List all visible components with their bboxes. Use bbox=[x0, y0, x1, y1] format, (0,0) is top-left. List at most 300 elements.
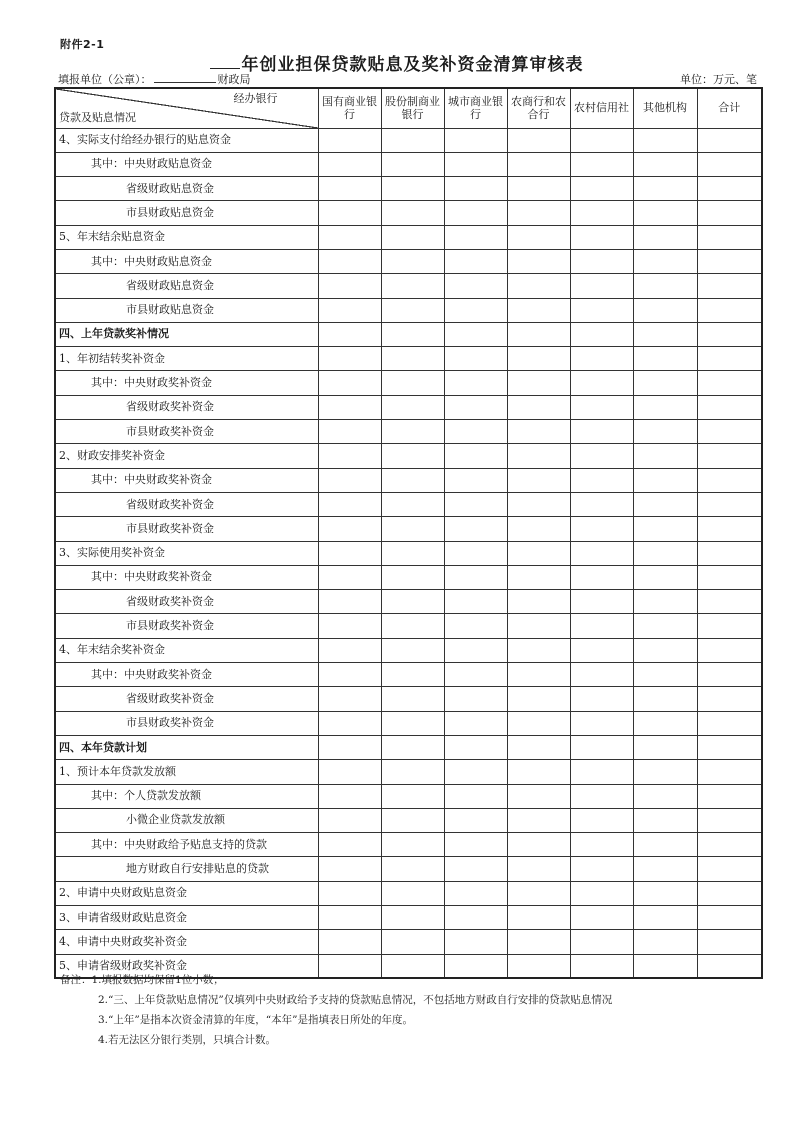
input-cell[interactable] bbox=[444, 225, 507, 249]
input-cell[interactable] bbox=[381, 128, 444, 152]
table-row bbox=[55, 833, 762, 857]
input-cell[interactable] bbox=[318, 298, 381, 322]
input-cell[interactable] bbox=[444, 274, 507, 298]
input-cell[interactable] bbox=[507, 517, 570, 541]
input-cell[interactable] bbox=[633, 274, 697, 298]
table-row bbox=[55, 444, 762, 468]
table-row bbox=[55, 638, 762, 662]
input-cell[interactable] bbox=[570, 274, 633, 298]
note-line: 4.若无法区分银行类别，只填合计数。 bbox=[98, 1034, 277, 1046]
input-cell[interactable] bbox=[507, 614, 570, 638]
input-cell[interactable] bbox=[318, 322, 381, 346]
notes bbox=[60, 970, 612, 1050]
input-cell[interactable] bbox=[570, 711, 633, 735]
row-label: 省级财政贴息资金 bbox=[55, 177, 318, 201]
table-row bbox=[55, 152, 762, 176]
input-cell[interactable] bbox=[444, 249, 507, 273]
input-cell[interactable] bbox=[697, 152, 762, 176]
input-cell[interactable] bbox=[507, 760, 570, 784]
input-cell[interactable] bbox=[318, 128, 381, 152]
input-cell[interactable] bbox=[381, 735, 444, 759]
table-row bbox=[55, 274, 762, 298]
input-cell[interactable] bbox=[570, 663, 633, 687]
input-cell[interactable] bbox=[444, 177, 507, 201]
row-label: 市县财政奖补资金 bbox=[55, 517, 318, 541]
input-cell[interactable] bbox=[633, 492, 697, 516]
input-cell[interactable] bbox=[444, 735, 507, 759]
input-cell[interactable] bbox=[381, 225, 444, 249]
input-cell[interactable] bbox=[633, 760, 697, 784]
fill-unit-blank[interactable] bbox=[154, 82, 216, 83]
input-cell[interactable] bbox=[318, 152, 381, 176]
input-cell[interactable] bbox=[444, 128, 507, 152]
input-cell[interactable] bbox=[444, 614, 507, 638]
input-cell[interactable] bbox=[318, 906, 381, 930]
row-label: 其中：中央财政奖补资金 bbox=[55, 663, 318, 687]
input-cell[interactable] bbox=[318, 808, 381, 832]
input-cell[interactable] bbox=[633, 687, 697, 711]
input-cell[interactable] bbox=[318, 517, 381, 541]
input-cell[interactable] bbox=[444, 565, 507, 589]
input-cell[interactable] bbox=[318, 833, 381, 857]
fill-unit bbox=[58, 71, 251, 87]
input-cell[interactable] bbox=[381, 565, 444, 589]
input-cell[interactable] bbox=[444, 420, 507, 444]
input-cell[interactable] bbox=[507, 590, 570, 614]
input-cell[interactable] bbox=[633, 249, 697, 273]
input-cell[interactable] bbox=[633, 881, 697, 905]
input-cell[interactable] bbox=[570, 541, 633, 565]
col-header: 股份制商业银行 bbox=[381, 88, 444, 128]
input-cell[interactable] bbox=[570, 565, 633, 589]
input-cell[interactable] bbox=[570, 420, 633, 444]
input-cell[interactable] bbox=[381, 663, 444, 687]
input-cell[interactable] bbox=[381, 371, 444, 395]
input-cell[interactable] bbox=[444, 347, 507, 371]
table-row bbox=[55, 687, 762, 711]
input-cell[interactable] bbox=[318, 881, 381, 905]
col-header: 其他机构 bbox=[633, 88, 697, 128]
input-cell[interactable] bbox=[318, 347, 381, 371]
input-cell[interactable] bbox=[381, 687, 444, 711]
input-cell[interactable] bbox=[381, 420, 444, 444]
row-label: 其中：中央财政贴息资金 bbox=[55, 249, 318, 273]
input-cell[interactable] bbox=[444, 906, 507, 930]
year-blank[interactable] bbox=[210, 68, 240, 69]
input-cell[interactable] bbox=[570, 249, 633, 273]
input-cell[interactable] bbox=[633, 517, 697, 541]
input-cell[interactable] bbox=[570, 760, 633, 784]
input-cell[interactable] bbox=[633, 857, 697, 881]
col-header: 农商行和农合行 bbox=[507, 88, 570, 128]
input-cell[interactable] bbox=[570, 468, 633, 492]
input-cell[interactable] bbox=[444, 808, 507, 832]
input-cell[interactable] bbox=[570, 784, 633, 808]
input-cell[interactable] bbox=[570, 833, 633, 857]
input-cell[interactable] bbox=[444, 663, 507, 687]
input-cell[interactable] bbox=[570, 225, 633, 249]
input-cell[interactable] bbox=[570, 298, 633, 322]
input-cell[interactable] bbox=[570, 614, 633, 638]
input-cell[interactable] bbox=[697, 808, 762, 832]
input-cell[interactable] bbox=[444, 833, 507, 857]
input-cell[interactable] bbox=[444, 541, 507, 565]
input-cell[interactable] bbox=[444, 371, 507, 395]
input-cell[interactable] bbox=[633, 444, 697, 468]
input-cell[interactable] bbox=[570, 638, 633, 662]
input-cell[interactable] bbox=[444, 322, 507, 346]
input-cell[interactable] bbox=[697, 784, 762, 808]
input-cell[interactable] bbox=[697, 395, 762, 419]
input-cell[interactable] bbox=[633, 711, 697, 735]
input-cell[interactable] bbox=[697, 565, 762, 589]
input-cell[interactable] bbox=[633, 177, 697, 201]
row-label: 4、实际支付给经办银行的贴息资金 bbox=[55, 128, 318, 152]
input-cell[interactable] bbox=[507, 395, 570, 419]
input-cell[interactable] bbox=[697, 347, 762, 371]
input-cell[interactable] bbox=[507, 857, 570, 881]
input-cell[interactable] bbox=[633, 225, 697, 249]
input-cell[interactable] bbox=[507, 881, 570, 905]
input-cell[interactable] bbox=[697, 128, 762, 152]
row-label: 其中：中央财政奖补资金 bbox=[55, 565, 318, 589]
input-cell[interactable] bbox=[507, 128, 570, 152]
table-row bbox=[55, 541, 762, 565]
input-cell[interactable] bbox=[381, 274, 444, 298]
input-cell[interactable] bbox=[381, 298, 444, 322]
input-cell[interactable] bbox=[507, 663, 570, 687]
input-cell[interactable] bbox=[697, 735, 762, 759]
table-row bbox=[55, 565, 762, 589]
input-cell[interactable] bbox=[570, 687, 633, 711]
input-cell[interactable] bbox=[507, 152, 570, 176]
input-cell[interactable] bbox=[697, 833, 762, 857]
input-cell[interactable] bbox=[697, 225, 762, 249]
input-cell[interactable] bbox=[633, 371, 697, 395]
input-cell[interactable] bbox=[318, 541, 381, 565]
input-cell[interactable] bbox=[633, 638, 697, 662]
input-cell[interactable] bbox=[697, 614, 762, 638]
row-label: 市县财政奖补资金 bbox=[55, 420, 318, 444]
input-cell[interactable] bbox=[318, 687, 381, 711]
input-cell[interactable] bbox=[318, 177, 381, 201]
row-label: 省级财政奖补资金 bbox=[55, 687, 318, 711]
row-label: 省级财政奖补资金 bbox=[55, 395, 318, 419]
input-cell[interactable] bbox=[381, 614, 444, 638]
input-cell[interactable] bbox=[507, 201, 570, 225]
row-label: 2、申请中央财政贴息资金 bbox=[55, 881, 318, 905]
input-cell[interactable] bbox=[381, 711, 444, 735]
input-cell[interactable] bbox=[381, 857, 444, 881]
input-cell[interactable] bbox=[697, 249, 762, 273]
input-cell[interactable] bbox=[444, 881, 507, 905]
input-cell[interactable] bbox=[381, 784, 444, 808]
row-label: 5、年末结余贴息资金 bbox=[55, 225, 318, 249]
row-label: 2、财政安排奖补资金 bbox=[55, 444, 318, 468]
input-cell[interactable] bbox=[633, 614, 697, 638]
input-cell[interactable] bbox=[381, 322, 444, 346]
input-cell[interactable] bbox=[318, 711, 381, 735]
header-row bbox=[55, 88, 762, 128]
input-cell[interactable] bbox=[570, 808, 633, 832]
input-cell[interactable] bbox=[381, 517, 444, 541]
input-cell[interactable] bbox=[507, 784, 570, 808]
row-label: 4、申请中央财政奖补资金 bbox=[55, 930, 318, 954]
input-cell[interactable] bbox=[570, 152, 633, 176]
input-cell[interactable] bbox=[697, 201, 762, 225]
col-header: 城市商业银行 bbox=[444, 88, 507, 128]
input-cell[interactable] bbox=[381, 395, 444, 419]
input-cell[interactable] bbox=[570, 395, 633, 419]
input-cell[interactable] bbox=[507, 735, 570, 759]
note-line: 3.“上年”是指本次资金清算的年度，“本年”是指填表日所处的年度。 bbox=[98, 1014, 413, 1026]
input-cell[interactable] bbox=[697, 954, 762, 978]
input-cell[interactable] bbox=[318, 663, 381, 687]
input-cell[interactable] bbox=[633, 784, 697, 808]
input-cell[interactable] bbox=[444, 687, 507, 711]
input-cell[interactable] bbox=[318, 760, 381, 784]
input-cell[interactable] bbox=[318, 930, 381, 954]
input-cell[interactable] bbox=[318, 371, 381, 395]
input-cell[interactable] bbox=[570, 371, 633, 395]
diagonal-header-cell bbox=[55, 88, 318, 128]
input-cell[interactable] bbox=[697, 687, 762, 711]
title-text: 年创业担保贷款贴息及奖补资金清算审核表 bbox=[241, 55, 584, 75]
input-cell[interactable] bbox=[381, 541, 444, 565]
diag-top-label: 经办银行 bbox=[233, 92, 278, 105]
input-cell[interactable] bbox=[318, 492, 381, 516]
input-cell[interactable] bbox=[381, 833, 444, 857]
input-cell[interactable] bbox=[507, 274, 570, 298]
input-cell[interactable] bbox=[633, 395, 697, 419]
input-cell[interactable] bbox=[697, 638, 762, 662]
input-cell[interactable] bbox=[633, 930, 697, 954]
row-label: 1、预计本年贷款发放额 bbox=[55, 760, 318, 784]
input-cell[interactable] bbox=[444, 517, 507, 541]
input-cell[interactable] bbox=[507, 492, 570, 516]
input-cell[interactable] bbox=[318, 420, 381, 444]
input-cell[interactable] bbox=[633, 420, 697, 444]
input-cell[interactable] bbox=[318, 444, 381, 468]
input-cell[interactable] bbox=[507, 371, 570, 395]
input-cell[interactable] bbox=[507, 347, 570, 371]
input-cell[interactable] bbox=[570, 906, 633, 930]
input-cell[interactable] bbox=[318, 249, 381, 273]
input-cell[interactable] bbox=[318, 638, 381, 662]
input-cell[interactable] bbox=[507, 833, 570, 857]
input-cell[interactable] bbox=[381, 808, 444, 832]
input-cell[interactable] bbox=[507, 541, 570, 565]
input-cell[interactable] bbox=[697, 492, 762, 516]
input-cell[interactable] bbox=[381, 760, 444, 784]
input-cell[interactable] bbox=[570, 735, 633, 759]
input-cell[interactable] bbox=[444, 711, 507, 735]
input-cell[interactable] bbox=[633, 152, 697, 176]
table-row bbox=[55, 808, 762, 832]
input-cell[interactable] bbox=[444, 760, 507, 784]
input-cell[interactable] bbox=[381, 249, 444, 273]
input-cell[interactable] bbox=[633, 298, 697, 322]
diag-bottom-label: 贷款及贴息情况 bbox=[59, 110, 136, 124]
fill-unit-label: 填报单位（公章）： bbox=[58, 73, 152, 86]
table-row bbox=[55, 663, 762, 687]
input-cell[interactable] bbox=[381, 201, 444, 225]
input-cell[interactable] bbox=[318, 590, 381, 614]
input-cell[interactable] bbox=[570, 492, 633, 516]
input-cell[interactable] bbox=[444, 298, 507, 322]
input-cell[interactable] bbox=[507, 930, 570, 954]
input-cell[interactable] bbox=[697, 322, 762, 346]
row-label: 其中：中央财政贴息资金 bbox=[55, 152, 318, 176]
input-cell[interactable] bbox=[381, 881, 444, 905]
input-cell[interactable] bbox=[697, 371, 762, 395]
input-cell[interactable] bbox=[697, 517, 762, 541]
input-cell[interactable] bbox=[570, 201, 633, 225]
table-row bbox=[55, 760, 762, 784]
input-cell[interactable] bbox=[381, 906, 444, 930]
row-label: 省级财政奖补资金 bbox=[55, 492, 318, 516]
input-cell[interactable] bbox=[697, 541, 762, 565]
input-cell[interactable] bbox=[697, 590, 762, 614]
table-row bbox=[55, 395, 762, 419]
row-label: 其中：个人贷款发放额 bbox=[55, 784, 318, 808]
row-label: 1、年初结转奖补资金 bbox=[55, 347, 318, 371]
input-cell[interactable] bbox=[507, 322, 570, 346]
table-row bbox=[55, 517, 762, 541]
input-cell[interactable] bbox=[444, 395, 507, 419]
input-cell[interactable] bbox=[570, 444, 633, 468]
input-cell[interactable] bbox=[444, 784, 507, 808]
input-cell[interactable] bbox=[697, 930, 762, 954]
input-cell[interactable] bbox=[570, 857, 633, 881]
table-row bbox=[55, 930, 762, 954]
row-label: 四、本年贷款计划 bbox=[55, 735, 318, 759]
input-cell[interactable] bbox=[444, 201, 507, 225]
input-cell[interactable] bbox=[318, 565, 381, 589]
input-cell[interactable] bbox=[697, 468, 762, 492]
table-row bbox=[55, 492, 762, 516]
row-label: 其中：中央财政给予贴息支持的贷款 bbox=[55, 833, 318, 857]
note-line: 2.“三、上年贷款贴息情况”仅填列中央财政给予支持的贷款贴息情况，不包括地方财政自行安排的贷款贴息情况 bbox=[98, 994, 613, 1006]
row-label: 市县财政贴息资金 bbox=[55, 298, 318, 322]
input-cell[interactable] bbox=[697, 906, 762, 930]
input-cell[interactable] bbox=[633, 347, 697, 371]
row-label: 小微企业贷款发放额 bbox=[55, 808, 318, 832]
input-cell[interactable] bbox=[444, 492, 507, 516]
input-cell[interactable] bbox=[381, 177, 444, 201]
input-cell[interactable] bbox=[507, 444, 570, 468]
input-cell[interactable] bbox=[444, 857, 507, 881]
input-cell[interactable] bbox=[507, 638, 570, 662]
input-cell[interactable] bbox=[444, 468, 507, 492]
row-label: 市县财政奖补资金 bbox=[55, 614, 318, 638]
input-cell[interactable] bbox=[570, 930, 633, 954]
input-cell[interactable] bbox=[697, 444, 762, 468]
input-cell[interactable] bbox=[633, 808, 697, 832]
input-cell[interactable] bbox=[697, 298, 762, 322]
input-cell[interactable] bbox=[570, 347, 633, 371]
input-cell[interactable] bbox=[697, 274, 762, 298]
input-cell[interactable] bbox=[318, 274, 381, 298]
input-cell[interactable] bbox=[697, 857, 762, 881]
input-cell[interactable] bbox=[633, 663, 697, 687]
input-cell[interactable] bbox=[570, 517, 633, 541]
input-cell[interactable] bbox=[381, 468, 444, 492]
input-cell[interactable] bbox=[507, 565, 570, 589]
input-cell[interactable] bbox=[633, 322, 697, 346]
input-cell[interactable] bbox=[318, 614, 381, 638]
input-cell[interactable] bbox=[507, 177, 570, 201]
input-cell[interactable] bbox=[633, 590, 697, 614]
input-cell[interactable] bbox=[697, 760, 762, 784]
input-cell[interactable] bbox=[318, 468, 381, 492]
input-cell[interactable] bbox=[633, 201, 697, 225]
input-cell[interactable] bbox=[633, 565, 697, 589]
input-cell[interactable] bbox=[633, 468, 697, 492]
input-cell[interactable] bbox=[381, 590, 444, 614]
input-cell[interactable] bbox=[633, 541, 697, 565]
input-cell[interactable] bbox=[633, 833, 697, 857]
input-cell[interactable] bbox=[633, 735, 697, 759]
input-cell[interactable] bbox=[381, 444, 444, 468]
input-cell[interactable] bbox=[633, 128, 697, 152]
input-cell[interactable] bbox=[507, 468, 570, 492]
input-cell[interactable] bbox=[381, 347, 444, 371]
input-cell[interactable] bbox=[507, 808, 570, 832]
input-cell[interactable] bbox=[444, 444, 507, 468]
input-cell[interactable] bbox=[507, 225, 570, 249]
input-cell[interactable] bbox=[318, 735, 381, 759]
input-cell[interactable] bbox=[318, 857, 381, 881]
input-cell[interactable] bbox=[444, 930, 507, 954]
input-cell[interactable] bbox=[318, 395, 381, 419]
input-cell[interactable] bbox=[570, 322, 633, 346]
input-cell[interactable] bbox=[507, 420, 570, 444]
input-cell[interactable] bbox=[570, 177, 633, 201]
input-cell[interactable] bbox=[570, 128, 633, 152]
table-row bbox=[55, 201, 762, 225]
input-cell[interactable] bbox=[697, 177, 762, 201]
input-cell[interactable] bbox=[507, 906, 570, 930]
input-cell[interactable] bbox=[633, 954, 697, 978]
input-cell[interactable] bbox=[381, 152, 444, 176]
table-row bbox=[55, 711, 762, 735]
input-cell[interactable] bbox=[507, 711, 570, 735]
input-cell[interactable] bbox=[381, 638, 444, 662]
input-cell[interactable] bbox=[318, 784, 381, 808]
input-cell[interactable] bbox=[507, 298, 570, 322]
input-cell[interactable] bbox=[318, 201, 381, 225]
table-row bbox=[55, 735, 762, 759]
input-cell[interactable] bbox=[697, 663, 762, 687]
input-cell[interactable] bbox=[444, 590, 507, 614]
input-cell[interactable] bbox=[570, 881, 633, 905]
row-label: 省级财政奖补资金 bbox=[55, 590, 318, 614]
input-cell[interactable] bbox=[633, 906, 697, 930]
input-cell[interactable] bbox=[444, 152, 507, 176]
input-cell[interactable] bbox=[381, 930, 444, 954]
input-cell[interactable] bbox=[697, 881, 762, 905]
input-cell[interactable] bbox=[381, 492, 444, 516]
input-cell[interactable] bbox=[318, 225, 381, 249]
input-cell[interactable] bbox=[570, 590, 633, 614]
table-row bbox=[55, 420, 762, 444]
input-cell[interactable] bbox=[507, 687, 570, 711]
input-cell[interactable] bbox=[444, 638, 507, 662]
input-cell[interactable] bbox=[697, 420, 762, 444]
input-cell[interactable] bbox=[507, 249, 570, 273]
input-cell[interactable] bbox=[697, 711, 762, 735]
